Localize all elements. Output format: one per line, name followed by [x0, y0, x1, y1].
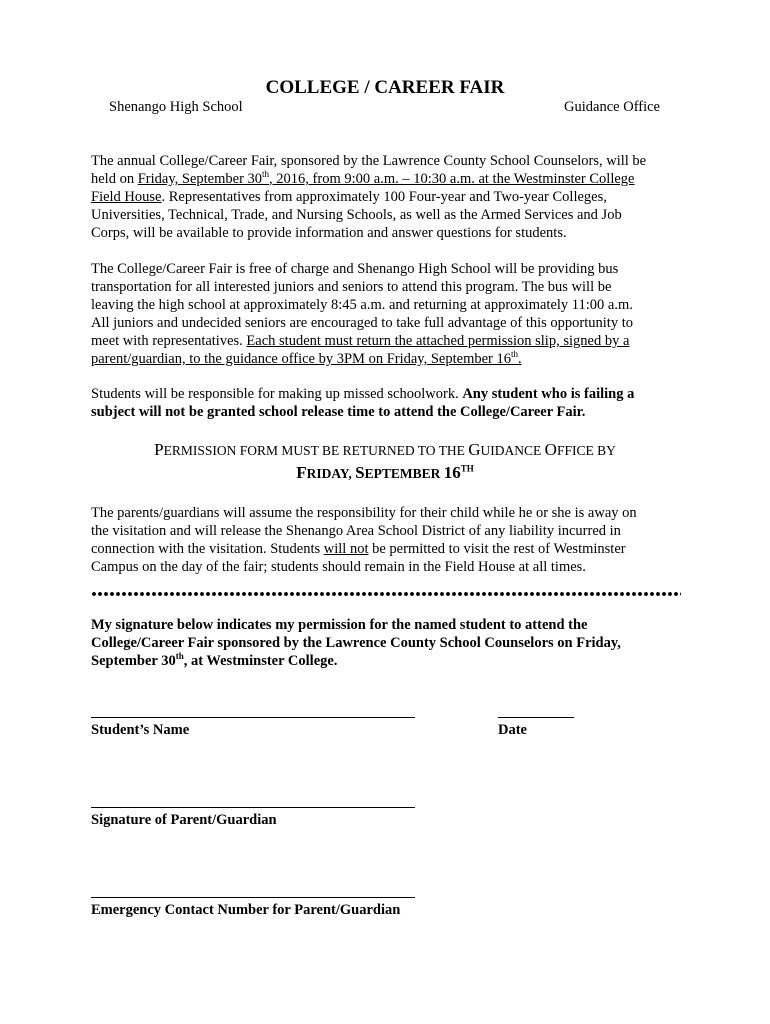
ordinal-suffix: th — [262, 169, 270, 180]
liability-paragraph — [91, 504, 681, 576]
consent-text: September 30 — [91, 653, 176, 669]
liability-line-3 — [91, 540, 681, 558]
consent-text: , at Westminster College. — [183, 653, 338, 669]
schoolwork-text: Students will be responsible for making up missed schoolwork. — [91, 386, 463, 402]
heading-text: ERMISSION FORM MUST BE RETURNED TO THE — [163, 443, 469, 458]
liability-line-1: The parents/guardians will assume the responsibility for their child while he or she is away on — [91, 505, 637, 521]
transport-line-3: leaving the high school at approximately 8:45 a.m. and returning at approximately 11:00 a.m. — [91, 297, 633, 313]
office-name: Guidance Office — [564, 99, 660, 115]
intro-line-4: Universities, Technical, Trade, and Nursing Schools, as well as the Armed Services and Job — [91, 207, 622, 223]
student-name-line[interactable] — [91, 717, 415, 718]
heading-text: RIDAY — [306, 466, 349, 481]
page-title: COLLEGE / CAREER FAIR — [265, 77, 505, 98]
fair-date-text: Friday, September 30 — [137, 171, 263, 187]
intro-line-2 — [91, 170, 681, 188]
intro-paragraph — [91, 152, 681, 242]
heading-cap: O — [544, 440, 557, 459]
heading-text: , — [348, 466, 356, 481]
fair-time-location: , 2016, from 9:00 a.m. – 10:30 a.m. at the Westminster College — [269, 171, 635, 187]
intro-line-5: Corps, will be available to provide information and answer questions for students. — [91, 225, 567, 241]
parent-signature-label: Signature of Parent/Guardian — [91, 812, 277, 828]
heading-date: 16 — [443, 463, 461, 482]
consent-statement — [91, 616, 681, 670]
school-name: Shenango High School — [109, 99, 243, 115]
transport-line-5 — [91, 332, 681, 350]
return-deadline — [91, 351, 522, 367]
fair-date — [138, 171, 635, 187]
heading-cap: F — [296, 463, 307, 482]
intro-line-1: The annual College/Career Fair, sponsored by the Lawrence County School Counselors, will be — [91, 153, 647, 169]
failing-warning: Any student who is failing a — [462, 386, 635, 402]
transportation-paragraph — [91, 260, 681, 368]
parent-signature-line[interactable] — [91, 807, 415, 808]
intro-line-3 — [91, 188, 681, 206]
field-house: Field House — [91, 189, 162, 205]
permission-line-2 — [0, 463, 770, 484]
permission-line-1 — [0, 440, 770, 461]
date-line[interactable] — [498, 717, 574, 718]
cut-line — [91, 591, 681, 597]
transport-line-2: transportation for all interested juniors and seniors to attend this program. The bus will be — [91, 279, 612, 295]
transport-line-4: All juniors and undecided seniors are encouraged to take full advantage of this opportunity to — [91, 315, 633, 331]
transport-line-6 — [91, 350, 681, 368]
consent-line-1: My signature below indicates my permission for the named student to attend the — [91, 617, 588, 633]
schoolwork-paragraph — [91, 385, 681, 421]
schoolwork-line-1 — [91, 385, 681, 403]
liability-line-2: the visitation and will release the Shenango Area School District of any liability incurred in — [91, 523, 621, 539]
heading-text: FFICE BY — [556, 443, 616, 458]
liability-text: connection with the visitation. Students — [91, 541, 324, 557]
permission-heading — [0, 440, 770, 484]
emergency-contact-label: Emergency Contact Number for Parent/Guardian — [91, 902, 401, 918]
heading-text: EPTEMBER — [364, 466, 444, 481]
intro-text: held on — [91, 171, 138, 187]
date-label: Date — [498, 722, 527, 738]
transport-text: meet with representatives. — [91, 333, 247, 349]
consent-line-3 — [91, 652, 681, 670]
heading-cap: G — [468, 440, 481, 459]
ordinal-suffix: th — [175, 651, 184, 662]
consent-line-2: College/Career Fair sponsored by the Lawrence County School Counselors on Friday, — [91, 635, 621, 651]
emergency-contact-line[interactable] — [91, 897, 415, 898]
intro-text: . Representatives from approximately 100 Four-year and Two-year Colleges, — [161, 189, 607, 205]
ordinal-suffix: th — [511, 349, 519, 360]
failing-warning-cont: subject will not be granted school release time to attend the College/Career Fair. — [91, 404, 586, 420]
liability-line-4: Campus on the day of the fair; students should remain in the Field House at all times. — [91, 559, 586, 575]
heading-cap: S — [355, 463, 365, 482]
transport-line-1: The College/Career Fair is free of charge and Shenango High School will be providing bus — [91, 261, 619, 277]
period: . — [518, 351, 522, 367]
return-deadline-text: parent/guardian, to the guidance office by 3PM on Friday, September 16 — [91, 351, 511, 367]
will-not: will not — [323, 541, 369, 557]
ordinal-suffix: TH — [460, 463, 474, 474]
return-instruction: Each student must return the attached permission slip, signed by a — [246, 333, 630, 349]
heading-cap: P — [154, 440, 164, 459]
liability-text: be permitted to visit the rest of Westminster — [368, 541, 626, 557]
student-name-label: Student’s Name — [91, 722, 190, 738]
heading-text: UIDANCE — [480, 443, 545, 458]
